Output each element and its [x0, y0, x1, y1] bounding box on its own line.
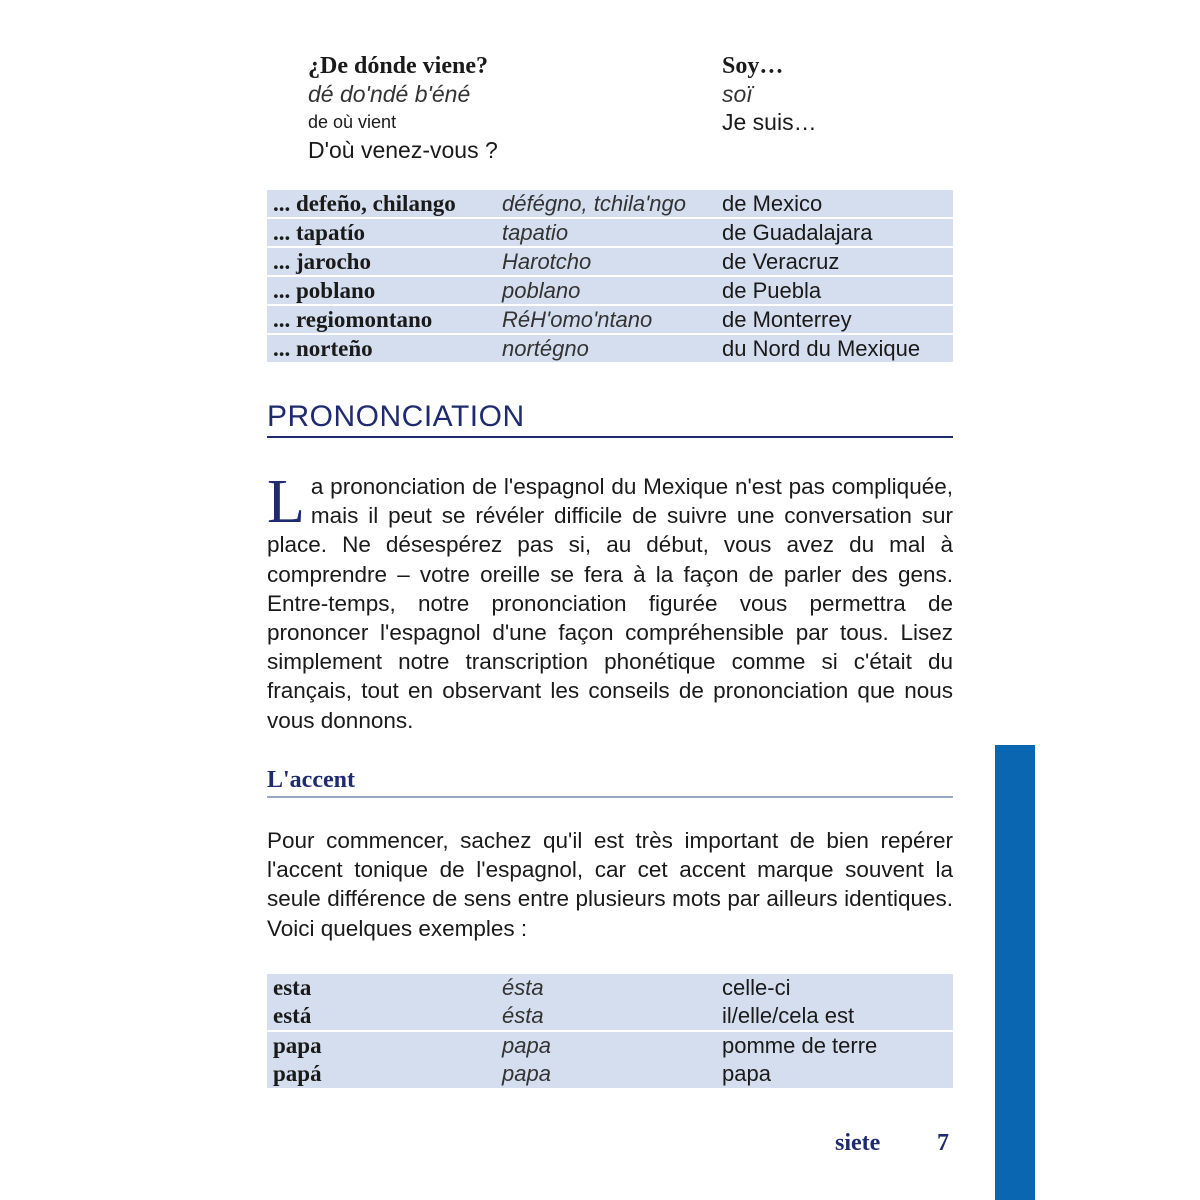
- pronunciation: ésta: [502, 1003, 544, 1028]
- section-thumb-tab: [995, 745, 1035, 1200]
- phrase-where-from: [308, 52, 498, 164]
- french-translation: il/elle/cela est: [722, 1003, 855, 1028]
- pronunciation: RéH'omo'ntano: [502, 307, 653, 332]
- literal-translation: de où vient: [308, 112, 397, 132]
- spanish-word: ... norteño: [273, 336, 373, 361]
- table-row: [267, 248, 953, 275]
- pronunciation: tapatio: [502, 220, 569, 245]
- examples-table: [267, 974, 953, 1090]
- french-translation: pomme de terre: [722, 1033, 878, 1058]
- pronunciation: ésta: [502, 975, 544, 1000]
- french-translation: de Veracruz: [722, 249, 840, 274]
- page-word: siete: [835, 1130, 881, 1156]
- french-translation: du Nord du Mexique: [722, 336, 921, 361]
- table-row: [267, 1060, 953, 1088]
- pronunciation: nortégno: [502, 336, 589, 361]
- table-row: [267, 219, 953, 246]
- table-row: [267, 190, 953, 217]
- french-translation: de Puebla: [722, 278, 822, 303]
- pronunciation: Harotcho: [502, 249, 592, 274]
- table-row: [267, 335, 953, 362]
- drop-cap: L: [267, 468, 305, 536]
- pronunciation: poblano: [502, 278, 581, 303]
- french-translation: celle-ci: [722, 975, 791, 1000]
- french-translation: papa: [722, 1061, 771, 1086]
- spanish-phrase: Soy…: [722, 53, 784, 79]
- page-number: 7: [937, 1130, 949, 1156]
- origins-table: [267, 190, 953, 364]
- pronunciation: soï: [722, 81, 753, 107]
- french-translation: Je suis…: [722, 109, 817, 135]
- pronunciation: papa: [502, 1061, 551, 1086]
- spanish-word: papa: [273, 1033, 322, 1058]
- spanish-phrase: ¿De dónde viene?: [308, 53, 488, 79]
- section-title: PRONONCIATION: [267, 400, 953, 438]
- table-row: [267, 306, 953, 333]
- french-translation: de Monterrey: [722, 307, 852, 332]
- french-translation: de Mexico: [722, 191, 823, 216]
- intro-text: a prononciation de l'espagnol du Mexique n'est pas compliquée, mais il peut se révéler difficile de suivre une conversation sur place. Ne désespérez pas si, au début, vous avez du mal à comprendre – votre oreille se fera à la façon de parler des gens. Entre-temps, notre prononciation figurée vous permettra de prononcer l'espagnol d'une façon compréhensible par tous. Lisez simplement notre transcription phonétique comme si c'était du français, tout en observant les conseils de prononciation que nous vous donnons.: [267, 474, 953, 733]
- french-translation: D'où venez-vous ?: [308, 137, 498, 163]
- pronunciation: dé do'ndé b'éné: [308, 81, 471, 107]
- table-row: [267, 974, 953, 1002]
- spanish-word: ... tapatío: [273, 220, 365, 245]
- spanish-word: ... jarocho: [273, 249, 371, 274]
- table-row: [267, 1032, 953, 1060]
- table-row: [267, 1002, 953, 1030]
- french-translation: de Guadalajara: [722, 220, 873, 245]
- spanish-word: ... regiomontano: [273, 307, 433, 332]
- intro-paragraph: [267, 468, 953, 735]
- phrase-i-am: [722, 52, 817, 136]
- spanish-word: papá: [273, 1061, 322, 1086]
- accent-paragraph: Pour commencer, sachez qu'il est très important de bien repérer l'accent tonique de l'espagnol, car cet accent marque souvent la seule différence de sens entre plusieurs mots par ailleurs identiques. Voici quelques exemples :: [267, 828, 953, 941]
- spanish-word: está: [273, 1003, 312, 1028]
- spanish-word: ... poblano: [273, 278, 376, 303]
- pronunciation: défégno, tchila'ngo: [502, 191, 687, 216]
- table-row: [267, 277, 953, 304]
- spanish-word: ... defeño, chilango: [273, 191, 456, 216]
- spanish-word: esta: [273, 975, 312, 1000]
- pronunciation: papa: [502, 1033, 551, 1058]
- subsection-title: L'accent: [267, 767, 953, 798]
